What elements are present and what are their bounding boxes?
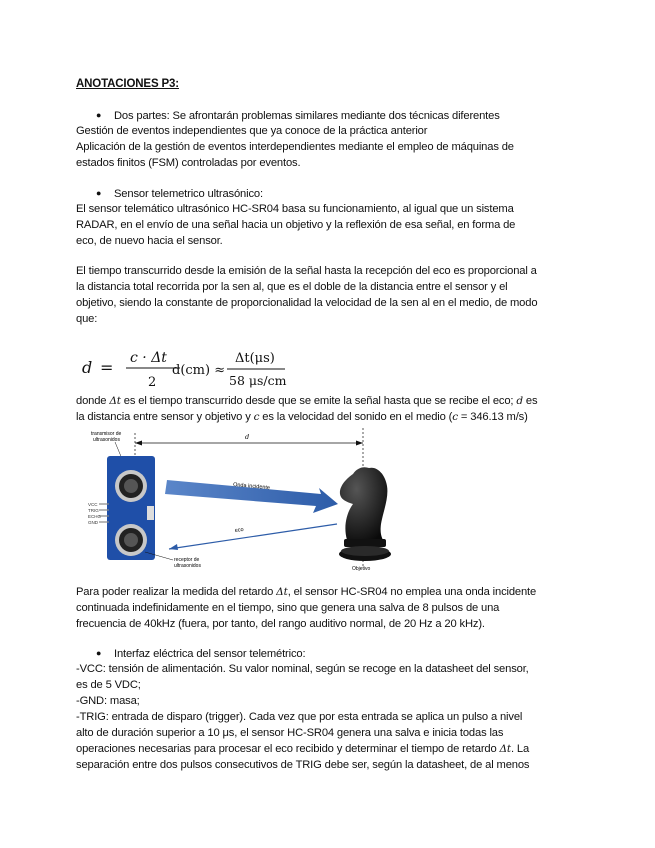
pin-label: GND	[88, 520, 98, 525]
page-title: ANOTACIONES P3:	[76, 78, 179, 90]
receiver-label: receptor de	[174, 557, 200, 563]
time-para-line: que:	[76, 313, 98, 325]
sensor-intro-line: RADAR, en el envío de una señal hacia un objetivo y la reflexión de esa señal, en forma de	[76, 219, 516, 231]
crystal	[147, 506, 154, 520]
time-para-line: El tiempo transcurrido desde la emisión de la señal hasta la recepción del eco es proporcional a	[76, 265, 537, 277]
parts-line-2a: Aplicación de la gestión de eventos interdependientes mediante el empleo de máquinas de	[76, 141, 514, 153]
interface-gnd-line: -GND: masa;	[76, 695, 140, 707]
bullet-dot-icon: ●	[96, 188, 102, 198]
where-para-line-1: donde Δt es el tiempo transcurrido desde que se emite la señal hasta que se recibe el eco; d es	[76, 395, 538, 407]
formula-lhs-cm: d(cm) ≈	[172, 363, 226, 378]
echo-arrowhead-icon	[169, 544, 178, 550]
bullet-two-parts: ● Dos partes: Se afrontarán problemas similares mediante dos técnicas diferentes	[96, 110, 500, 122]
bullet-dot-icon: ●	[96, 648, 102, 658]
time-para-line: la distancia total recorrida por la sen al, que es el doble de la distancia entre el sensor y el	[76, 281, 508, 293]
interface-trig-line-3: operaciones necesarias para procesar el eco recibido y determinar el tiempo de retardo Δt. La	[76, 743, 530, 755]
interface-vcc-line-2: es de 5 VDC;	[76, 679, 141, 691]
arrowhead-right-icon	[356, 441, 363, 446]
arrowhead-left-icon	[135, 441, 142, 446]
formula-equals: =	[100, 358, 114, 377]
formula-lhs-d: d	[82, 358, 93, 377]
delay-para-line-3: frecuencia de 40kHz (fuera, por tanto, del rango auditivo normal, de 20 Hz a 20 kHz).	[76, 618, 485, 630]
pin-label: ECHO	[88, 514, 102, 519]
distance-label: d	[245, 433, 250, 441]
time-para-line: objetivo, siendo la constante de proporcionalidad la velocidad de la sen al en el medio, de modo	[76, 297, 538, 309]
sensor-intro-line: El sensor telemático ultrasónico HC-SR04 basa su funcionamiento, al igual que un sistema	[76, 203, 514, 215]
transmitter-label: ultrasonidos	[93, 437, 120, 443]
distance-formula	[80, 345, 340, 390]
incident-wave-label: Onda incidente	[232, 482, 271, 492]
ultrasonic-sensor-figure	[85, 428, 430, 576]
interface-trig-line-1: -TRIG: entrada de disparo (trigger). Cada vez que por esta entrada se aplica un pulso a nivel	[76, 711, 523, 723]
parts-line-1: Gestión de eventos independientes que ya conoce de la práctica anterior	[76, 125, 428, 137]
bullet-interface: ● Interfaz eléctrica del sensor telemétrico:	[96, 648, 306, 660]
delay-para-line-2: continuada indefinidamente en el tiempo, sino que genera una salva de 8 pulsos de una	[76, 602, 500, 614]
bullet-sensor: ● Sensor telemetrico ultrasónico:	[96, 188, 263, 200]
delay-para-line-1: Para poder realizar la medida del retardo Δt, el sensor HC-SR04 no emplea una onda incidente	[76, 586, 537, 598]
formula-denominator-1: 2	[148, 375, 157, 390]
where-para-line-2: la distancia entre sensor y objetivo y c es la velocidad del sonido en el medio (c = 346.13 m/s)	[76, 411, 528, 423]
formula-numerator-1: c · Δt	[130, 350, 167, 366]
pin-label: TRIG	[88, 508, 99, 513]
formula-denominator-2: 58 μs/cm	[229, 373, 287, 388]
bullet-dot-icon: ●	[96, 110, 102, 120]
pin-label: VCC	[88, 502, 98, 507]
transmitter-label: transmisor de	[91, 431, 122, 437]
receiver-label: ultrasonidos	[174, 563, 201, 569]
target-label: Objetivo	[352, 566, 371, 572]
parts-line-2b: estados finitos (FSM) controladas por eventos.	[76, 157, 301, 169]
interface-trig-line-2: alto de duración superior a 10 μs, el sensor HC-SR04 genera una salva e inicia todas las	[76, 727, 504, 739]
echo-arrow	[169, 524, 337, 549]
interface-vcc-line-1: -VCC: tensión de alimentación. Su valor nominal, según se recoge en la datasheet del sensor,	[76, 663, 529, 675]
sensor-intro-line: eco, de nuevo hacia el sensor.	[76, 235, 223, 247]
interface-trig-line-4: separación entre dos pulsos consecutivos de TRIG debe ser, según la datasheet, de al menos	[76, 759, 530, 771]
knight-target-icon	[339, 467, 391, 561]
formula-numerator-2: Δt(μs)	[235, 351, 275, 366]
echo-label: eco	[234, 526, 245, 534]
